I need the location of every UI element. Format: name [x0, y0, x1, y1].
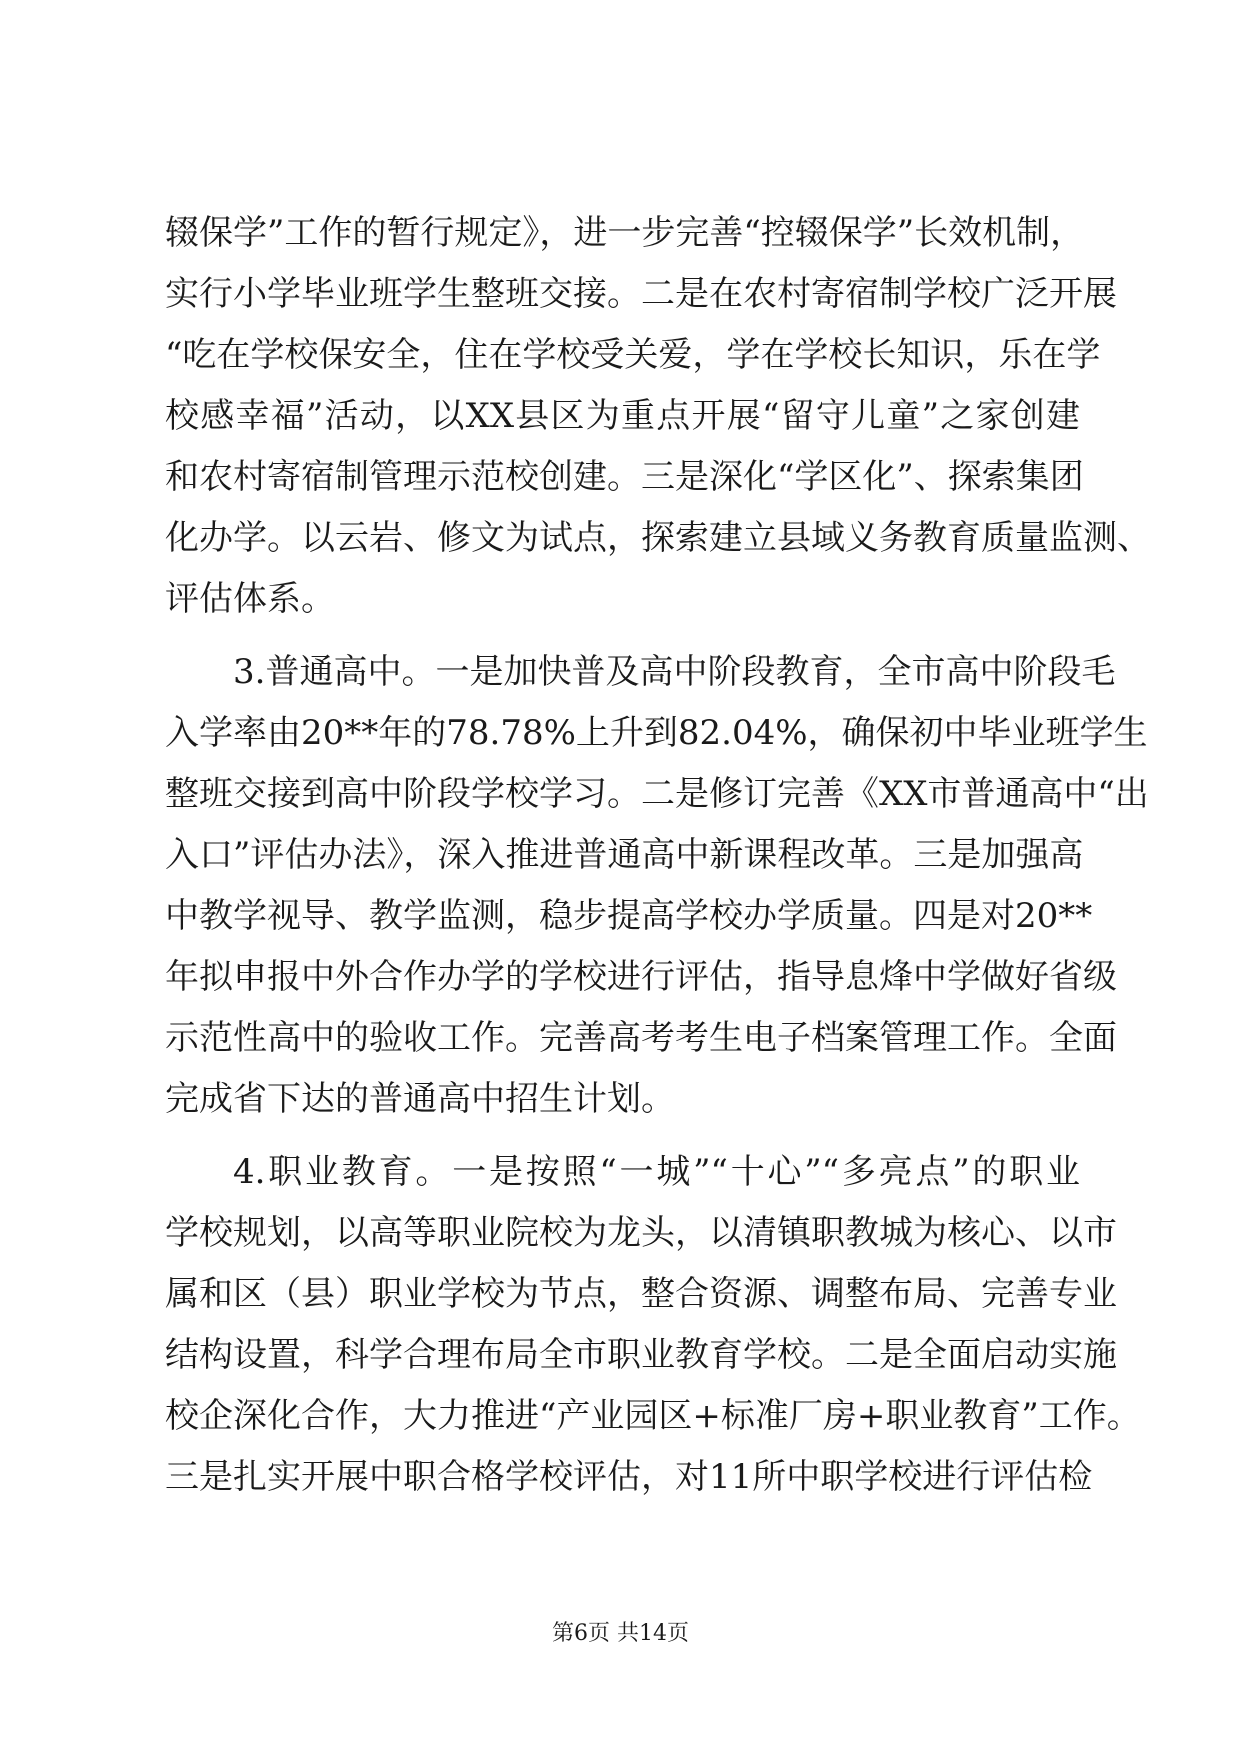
- text-line: 年拟申报中外合作办学的学校进行评估，指导息烽中学做好省级: [165, 957, 1117, 997]
- text-line: 校企深化合作，大力推进“产业园区+标准厂房+职业教育”工作。: [165, 1396, 1141, 1436]
- text-line: 属和区（县）职业学校为节点，整合资源、调整布局、完善专业: [165, 1274, 1117, 1314]
- text-line: 实行小学毕业班学生整班交接。二是在农村寄宿制学校广泛开展: [165, 274, 1117, 314]
- text-line: 3.普通高中。一是加快普及高中阶段教育，全市高中阶段毛: [233, 652, 1116, 692]
- text-line: 学校规划，以高等职业院校为龙头，以清镇职教城为核心、以市: [165, 1213, 1117, 1253]
- text-line: 辍保学”工作的暂行规定》，进一步完善“控辍保学”长效机制，: [165, 213, 1085, 253]
- text-line: 入学率由20**年的78.78%上升到82.04%，确保初中毕业班学生: [165, 713, 1148, 753]
- paragraph-vocational-education: [165, 1142, 1141, 1508]
- paragraph-dropout-control: [165, 203, 1151, 630]
- text-line: 化办学。以云岩、修文为试点，探索建立县域义务教育质量监测、: [165, 518, 1151, 558]
- text-line: “吃在学校保安全，住在学校受关爱，学在学校长知识，乐在学: [165, 335, 1101, 375]
- text-line: 中教学视导、教学监测，稳步提高学校办学质量。四是对20**: [165, 896, 1093, 936]
- text-line: 示范性高中的验收工作。完善高考考生电子档案管理工作。全面: [165, 1018, 1117, 1058]
- text-line: 入口”评估办法》，深入推进普通高中新课程改革。三是加强高: [165, 835, 1084, 875]
- paragraph-high-school: [165, 642, 1149, 1130]
- text-line: 完成省下达的普通高中招生计划。: [165, 1079, 675, 1119]
- text-line: 和农村寄宿制管理示范校创建。三是深化“学区化”、探索集团: [165, 457, 1084, 497]
- text-line: 校感幸福”活动，以XX县区为重点开展“留守儿童”之家创建: [165, 396, 1080, 436]
- document-body: [165, 203, 1151, 1508]
- text-line: 整班交接到高中阶段学校学习。二是修订完善《XX市普通高中“出: [165, 774, 1149, 814]
- text-line: 结构设置，科学合理布局全市职业教育学校。二是全面启动实施: [165, 1335, 1117, 1375]
- text-line: 三是扎实开展中职合格学校评估，对11所中职学校进行评估检: [165, 1457, 1093, 1497]
- text-line: 评估体系。: [165, 579, 335, 619]
- text-line: 4.职业教育。一是按照“一城”“十心”“多亮点”的职业: [233, 1152, 1080, 1192]
- page-number-footer: 第6页 共14页: [552, 1621, 689, 1646]
